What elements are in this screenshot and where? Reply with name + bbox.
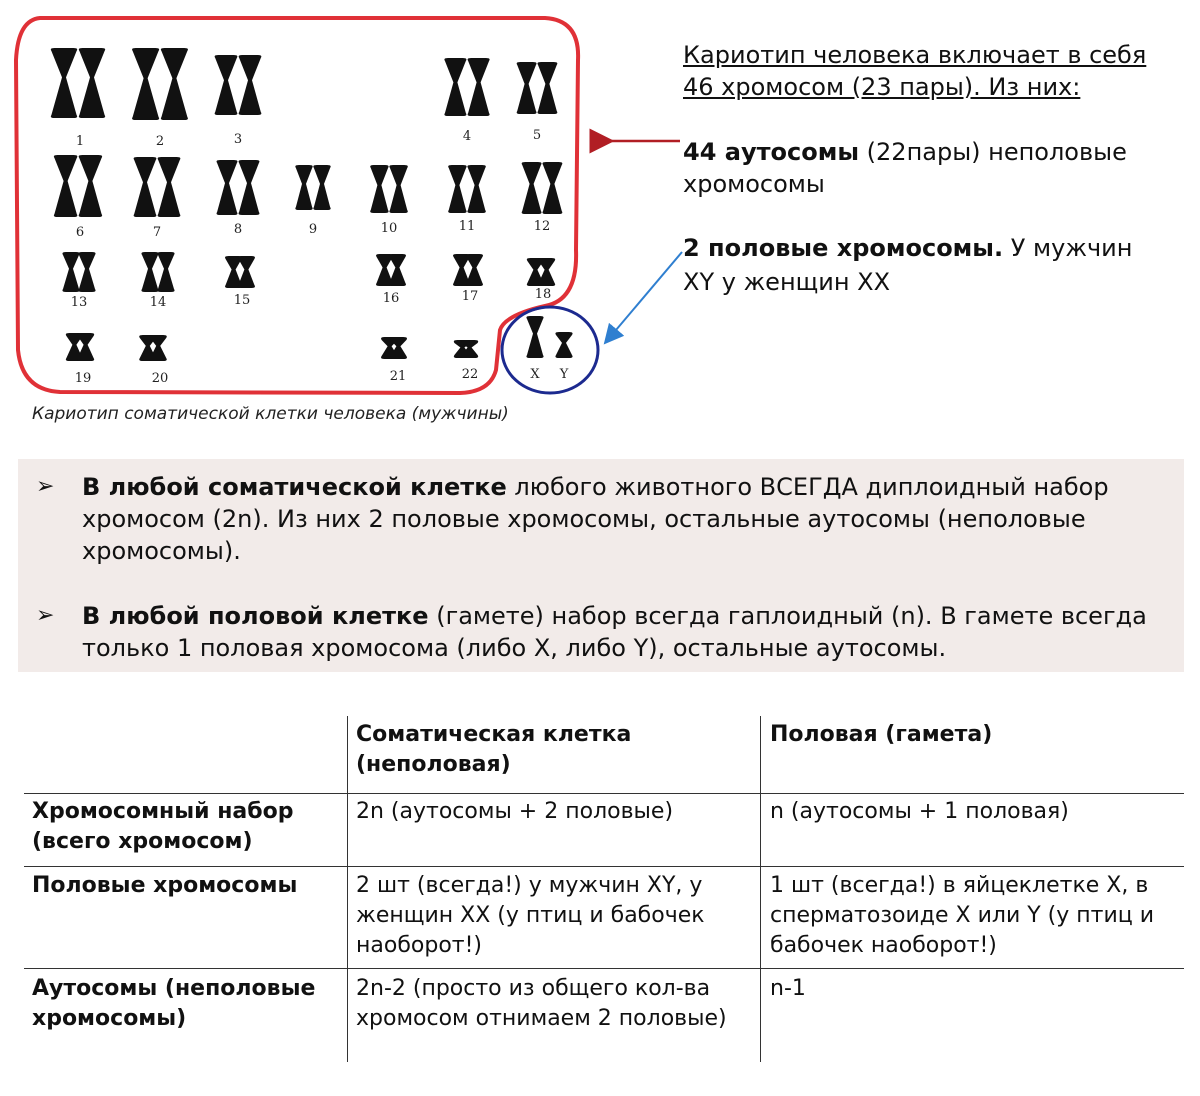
chromosome-17	[466, 254, 483, 286]
chromosome-number-label: 17	[461, 289, 479, 304]
note-bullet-2	[36, 600, 1166, 664]
chromosome-number-label: 14	[149, 295, 167, 310]
chromosome-number-label: 19	[74, 371, 92, 386]
table-cell-somatic: 2n (аутосомы + 2 половые)	[356, 799, 674, 824]
info-sex	[683, 231, 1132, 265]
table-row-label: Половые хромосомы	[32, 873, 298, 898]
chromosome-18	[538, 258, 555, 286]
chromosome-3	[215, 55, 238, 115]
chromosome-number-label: 6	[75, 225, 85, 240]
chromosome-7	[158, 157, 181, 217]
chromosome-11	[467, 165, 485, 213]
info-autosomes-line2: хромосомы	[683, 170, 825, 198]
chromosome-6	[79, 155, 102, 217]
chromosome-number-label: 16	[382, 291, 400, 306]
arrow-bullet-icon: ➢	[36, 474, 55, 499]
chromosome-12	[542, 162, 562, 214]
table-row-label: Аутосомы (неполовые хромосомы)	[32, 976, 316, 1031]
table-divider	[24, 866, 1184, 867]
note-box	[18, 459, 1184, 672]
chromosome-14	[157, 252, 174, 292]
chromosome-number-label: 4	[462, 129, 472, 144]
note-bullet-1-rest: любого животного ВСЕГДА диплоидный набор хромосом (2n). Из них 2 половые хромосомы, остальные аутосомы (неполовые хромосомы).	[82, 473, 1109, 565]
table-cell-somatic: 2n-2 (просто из общего кол-ва хромосом отнимаем 2 половые)	[356, 976, 727, 1031]
chromosome-13	[62, 252, 79, 292]
chromosome-15	[238, 256, 255, 288]
arrow-to-sex-chromosomes	[605, 252, 682, 343]
chromosome-5	[517, 62, 537, 114]
table-cell-somatic: 2 шт (всегда!) у мужчин XY, у женщин XX (у птиц и бабочек наоборот!)	[356, 873, 705, 958]
table-cell-gamete: 1 шт (всегда!) в яйцеклетке X, в сперматозоиде X или Y (у птиц и бабочек наоборот!)	[770, 873, 1155, 958]
chromosome-number-label: 7	[152, 225, 162, 240]
table-divider	[24, 793, 1184, 794]
chromosome-10	[370, 165, 388, 213]
sex-chromosome-outline	[502, 307, 598, 393]
info-sex-bold: 2 половые хромосомы.	[683, 234, 1004, 262]
chromosome-10	[389, 165, 407, 213]
chromosome-2	[161, 48, 188, 120]
table-divider	[347, 716, 348, 1062]
table-header-gamete: Половая (гамета)	[770, 722, 993, 747]
chromosome-number-label: 13	[70, 295, 88, 310]
chromosome-20	[150, 335, 167, 361]
table-cell-gamete: n-1	[770, 976, 806, 1001]
chromosome-4	[444, 58, 466, 116]
chromosome-number-label: 12	[533, 219, 551, 234]
chromosome-4	[468, 58, 490, 116]
chromosome-13	[78, 252, 95, 292]
sex-chromosome-label: X	[530, 367, 540, 382]
chromosome-3	[239, 55, 262, 115]
figure-caption: Кариотип соматической клетки человека (мужчины)	[32, 404, 509, 424]
table-divider	[24, 968, 1184, 969]
info-autosomes-rest: (22пары) неполовые	[859, 138, 1127, 166]
table-header-somatic: Соматическая клетка (неполовая)	[356, 722, 632, 777]
arrow-bullet-icon: ➢	[36, 603, 55, 628]
chromosome-8	[239, 160, 260, 215]
chromosome-5	[537, 62, 557, 114]
chromosome-number-label: 1	[75, 134, 85, 149]
chromosome-11	[448, 165, 466, 213]
info-sex-rest: У мужчин	[1003, 234, 1133, 262]
note-bullet-2-bold: В любой половой клетке	[82, 602, 429, 630]
chromosome-16	[389, 254, 406, 286]
note-bullet-2-rest: (гамете) набор всегда гаплоидный (n). В гамете всегда только 1 половая хромосома (либо X, либо Y), остальные аутосомы.	[82, 602, 1147, 662]
chromosome-number-label: 11	[458, 219, 476, 234]
info-autosomes-bold: 44 аутосомы	[683, 138, 860, 166]
chromosome-7	[134, 157, 157, 217]
chromosome-number-label: 22	[461, 367, 479, 382]
table-cell-gamete: n (аутосомы + 1 половая)	[770, 799, 1069, 824]
chromosome-2	[132, 48, 159, 120]
info-heading-line2: 46 хромосом (23 пары). Из них:	[683, 73, 1081, 101]
chromosome-number-label: 21	[389, 369, 407, 384]
chromosome-number-label: 15	[233, 293, 251, 308]
info-heading-line1: Кариотип человека включает в себя	[683, 41, 1147, 69]
chromosome-number-label: 8	[233, 222, 243, 237]
sex-chromosome-label: Y	[559, 367, 569, 382]
chromosome-14	[141, 252, 158, 292]
note-bullet-1	[36, 471, 1166, 567]
info-sex-line2: XY у женщин XX	[683, 268, 891, 296]
chromosome-19	[77, 333, 94, 361]
chromosome-number-label: 10	[380, 221, 398, 236]
chromosome-8	[217, 160, 238, 215]
chromosome-number-label: 18	[534, 287, 552, 302]
chromosome-number-label: 5	[532, 128, 542, 143]
chromosome-1	[79, 48, 105, 118]
chromosome-6	[54, 155, 77, 217]
info-autosomes	[683, 135, 1127, 169]
chromosome-9	[295, 165, 312, 210]
chromosome-number-label: 20	[151, 371, 169, 386]
chromosome-number-label: 2	[155, 134, 165, 149]
chromosome-9	[313, 165, 330, 210]
chromosome-1	[51, 48, 77, 118]
table-row-label: Хромосомный набор (всего хромосом)	[32, 799, 294, 854]
chromosome-number-label: 3	[233, 132, 243, 147]
chromosome-x	[526, 316, 543, 358]
chromosome-number-label: 9	[308, 222, 318, 237]
chromosome-y	[555, 332, 572, 358]
table-divider	[760, 716, 761, 1062]
chromosome-group	[51, 48, 573, 361]
chromosome-12	[522, 162, 542, 214]
note-bullet-1-bold: В любой соматической клетке	[82, 473, 507, 501]
